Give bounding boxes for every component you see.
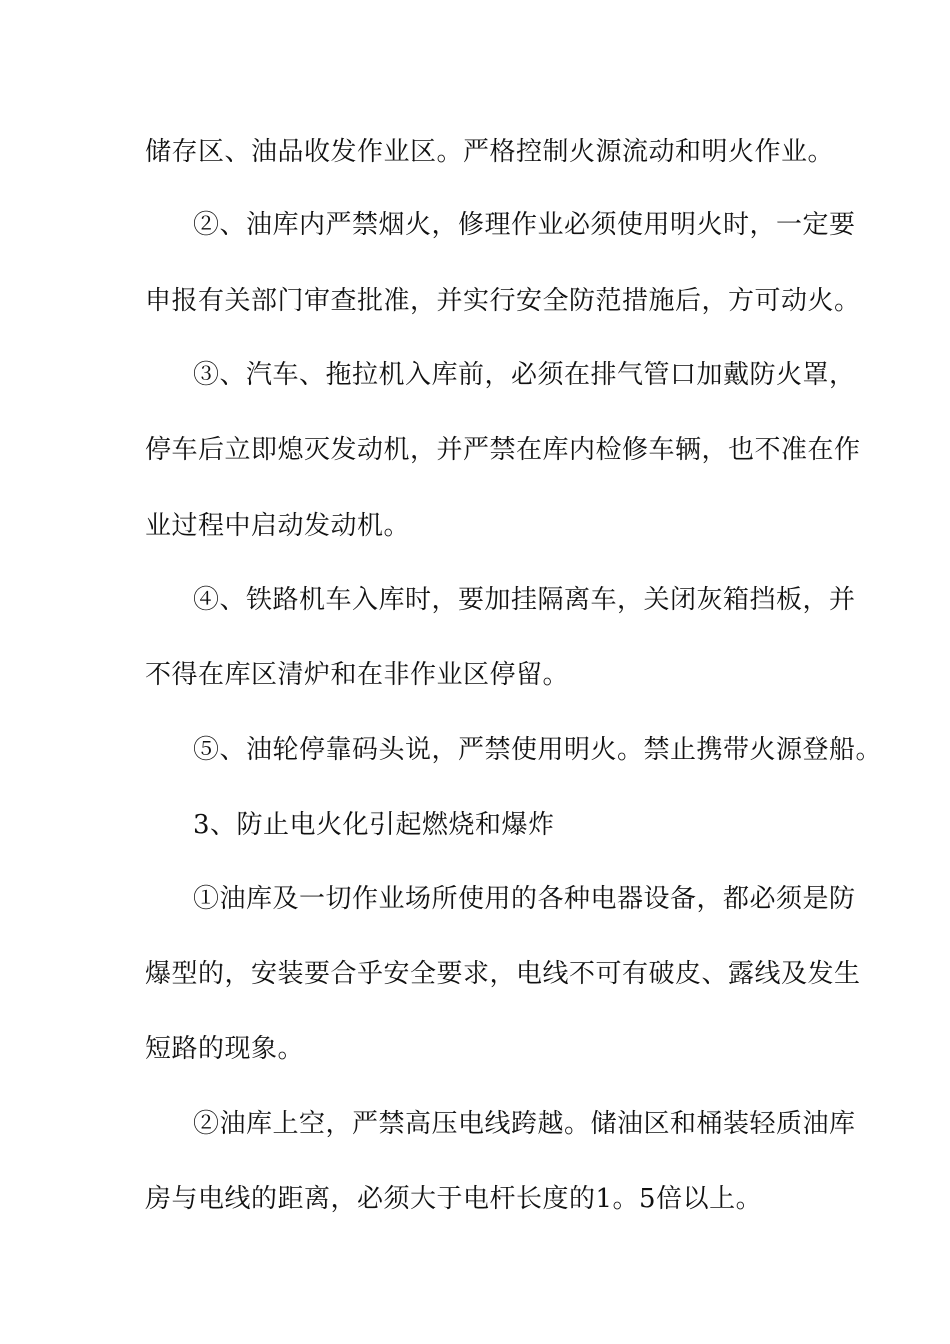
text-line-1: 储存区、油品收发作业区。严格控制火源流动和明火作业。: [145, 137, 835, 167]
text-line-6: 业过程中启动发动机。: [145, 511, 411, 541]
section-heading: 3、防止电火化引起燃烧和爆炸: [193, 810, 555, 840]
text-line-14: ②油库上空，严禁高压电线跨越。储油区和桶装轻质油库: [193, 1109, 856, 1139]
text-line-5: 停车后立即熄灭发动机，并严禁在库内检修车辆，也不准在作: [145, 435, 861, 465]
text-line-8: 不得在库区清炉和在非作业区停留。: [145, 660, 570, 690]
text-line-9: ⑤、油轮停靠码头说，严禁使用明火。禁止携带火源登船。: [193, 735, 883, 765]
text-line-4: ③、汽车、拖拉机入库前，必须在排气管口加戴防火罩，: [193, 360, 856, 390]
text-line-13: 短路的现象。: [145, 1034, 305, 1064]
text-line-15: 房与电线的距离，必须大于电杆长度的1。5倍以上。: [145, 1184, 763, 1214]
text-line-3: 申报有关部门审查批准，并实行安全防范措施后，方可动火。: [145, 286, 861, 316]
text-line-12: 爆型的，安装要合乎安全要求，电线不可有破皮、露线及发生: [145, 959, 861, 989]
text-line-7: ④、铁路机车入库时，要加挂隔离车，关闭灰箱挡板，并: [193, 585, 856, 615]
text-line-11: ①油库及一切作业场所使用的各种电器设备，都必须是防: [193, 884, 856, 914]
text-line-2: ②、油库内严禁烟火，修理作业必须使用明火时，一定要: [193, 210, 856, 240]
